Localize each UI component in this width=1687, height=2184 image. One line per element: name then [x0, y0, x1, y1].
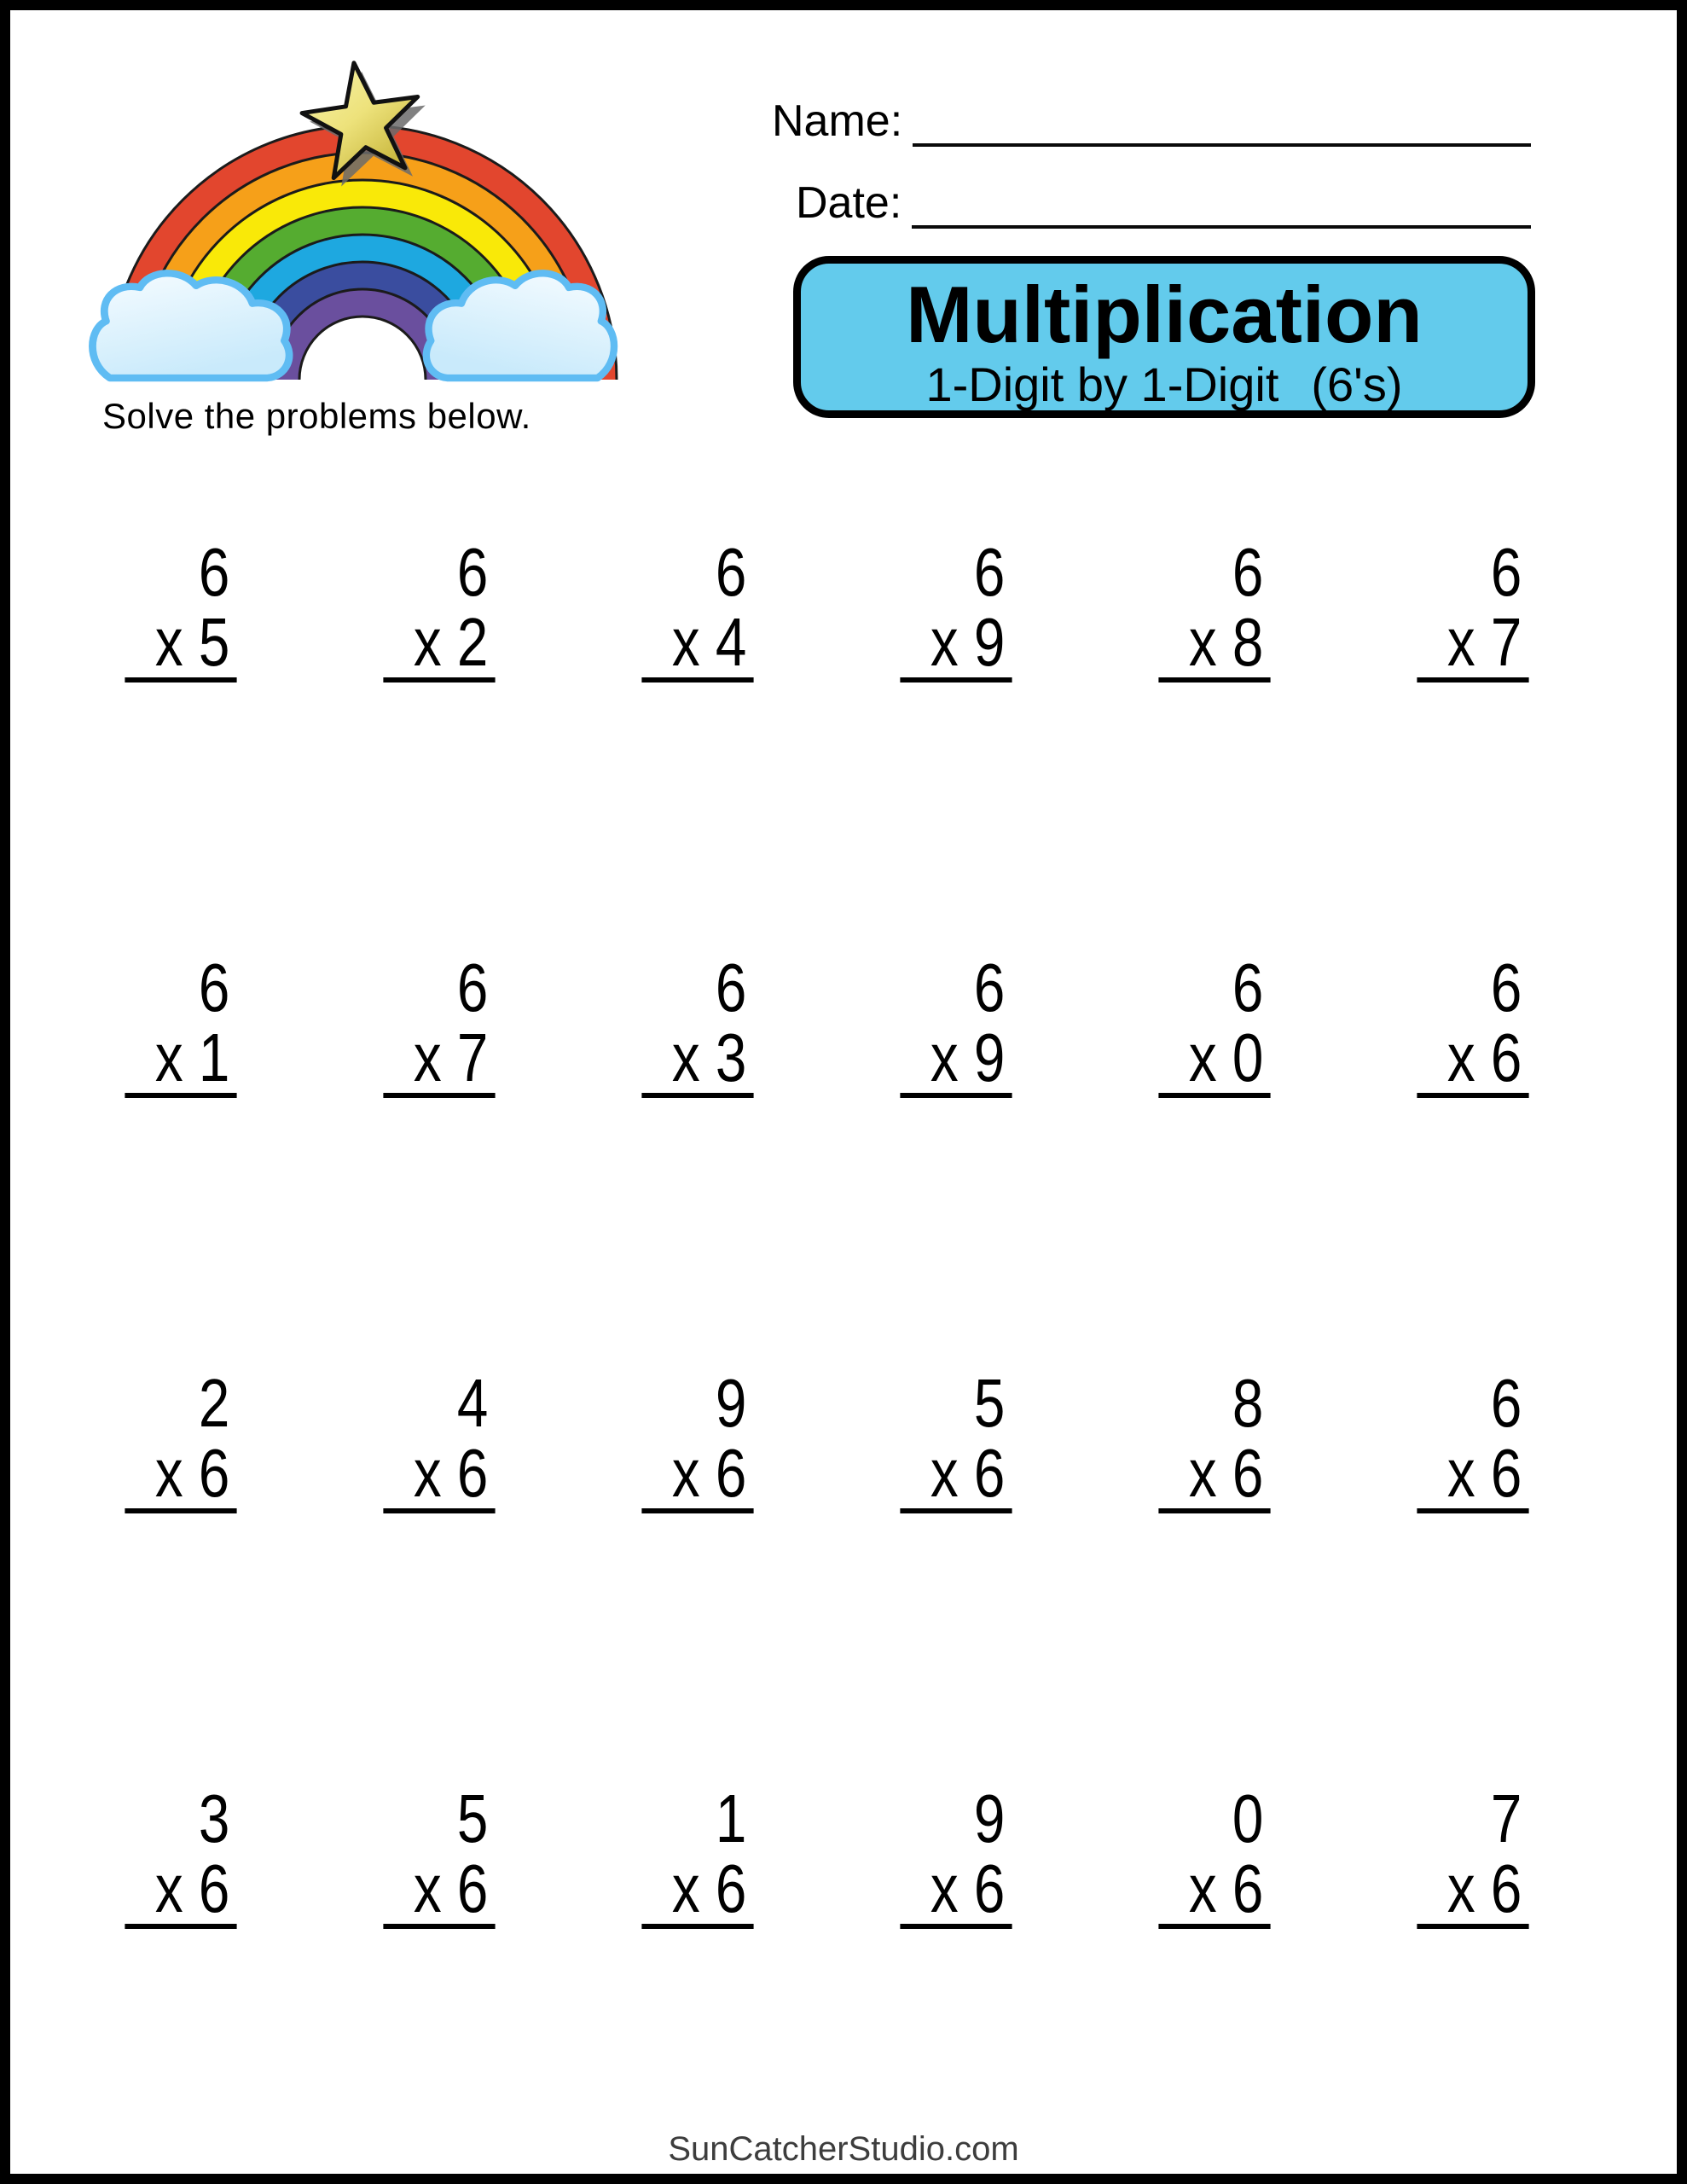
- name-label: Name:: [772, 96, 903, 146]
- multiplicand: 2: [198, 1365, 229, 1441]
- problem-cell: [900, 534, 1012, 682]
- footer-credit: SunCatcherStudio.com: [668, 2130, 1019, 2168]
- multiplicand: 0: [1232, 1780, 1263, 1856]
- multiplier-row: x 6: [154, 1435, 229, 1511]
- multiplier-row: x 4: [671, 604, 746, 680]
- problem-cell: [641, 534, 753, 682]
- multiplier-row: x 6: [1446, 1435, 1522, 1511]
- problem-cell: [125, 950, 236, 1098]
- worksheet-title: Multiplication: [906, 270, 1423, 359]
- multiplicand: 6: [198, 534, 229, 610]
- problem-cell: [900, 950, 1012, 1098]
- problems-grid: [51, 534, 1602, 2184]
- multiplicand: 6: [715, 950, 746, 1025]
- multiplier-row: x 6: [1446, 1850, 1522, 1926]
- multiplier-row: x 9: [930, 1019, 1005, 1095]
- multiplier-row: x 3: [671, 1019, 746, 1095]
- multiplier-row: x 6: [1188, 1850, 1263, 1926]
- multiplier-row: x 2: [413, 604, 488, 680]
- multiplicand: 9: [973, 1780, 1005, 1856]
- multiplier-row: x 6: [930, 1435, 1005, 1511]
- problem-cell: [900, 1365, 1012, 1513]
- problem-cell: [1417, 1365, 1528, 1513]
- multiplier-row: x 0: [1188, 1019, 1263, 1095]
- worksheet-subtitle: [801, 359, 1528, 410]
- multiplier-row: x 8: [1188, 604, 1263, 680]
- multiplicand: 9: [715, 1365, 746, 1441]
- multiplicand: 6: [456, 534, 488, 610]
- multiplier-row: x 6: [930, 1850, 1005, 1926]
- multiplicand: 6: [715, 534, 746, 610]
- multiplicand: 6: [973, 950, 1005, 1025]
- multiplicand: 3: [198, 1780, 229, 1856]
- rainbow-band-purple: [286, 303, 439, 380]
- multiplicand: 4: [456, 1365, 488, 1441]
- problem-cell: [125, 534, 236, 682]
- multiplicand: 6: [1490, 1365, 1522, 1441]
- multiplicand: 6: [973, 534, 1005, 610]
- multiplier-row: x 7: [413, 1019, 488, 1095]
- subtitle-text: 1-Digit by 1-Digit: [925, 357, 1279, 411]
- multiplicand: 6: [198, 950, 229, 1025]
- subtitle-note: (6's): [1311, 357, 1403, 411]
- multiplicand: 5: [456, 1780, 488, 1856]
- problem-cell: [641, 1365, 753, 1513]
- multiplicand: 6: [1232, 950, 1263, 1025]
- multiplicand: 6: [1490, 950, 1522, 1025]
- multiplicand: 1: [715, 1780, 746, 1856]
- problem-cell: [383, 1780, 495, 1929]
- multiplicand: 7: [1490, 1780, 1522, 1856]
- date-write-line: [912, 177, 1531, 229]
- problem-cell: [125, 1365, 236, 1513]
- multiplicand: 6: [1232, 534, 1263, 610]
- worksheet-page: [10, 10, 1677, 2174]
- problem-cell: [383, 1365, 495, 1513]
- problem-cell: [1158, 1365, 1270, 1513]
- date-field-row: [772, 177, 1531, 229]
- multiplier-row: x 7: [1446, 604, 1522, 680]
- problem-cell: [1417, 534, 1528, 682]
- multiplier-row: x 1: [154, 1019, 229, 1095]
- problem-cell: [1158, 534, 1270, 682]
- problem-cell: [641, 950, 753, 1098]
- multiplier-row: x 6: [154, 1850, 229, 1926]
- problem-cell: [1417, 950, 1528, 1098]
- multiplicand: 5: [973, 1365, 1005, 1441]
- name-write-line: [913, 96, 1531, 147]
- problem-cell: [1158, 950, 1270, 1098]
- problem-cell: [900, 1780, 1012, 1929]
- multiplier-row: x 5: [154, 604, 229, 680]
- multiplier-row: x 9: [930, 604, 1005, 680]
- problem-cell: [1158, 1780, 1270, 1929]
- multiplier-row: x 6: [1446, 1019, 1522, 1095]
- problem-cell: [1417, 1780, 1528, 1929]
- rainbow-illustration: [77, 51, 635, 397]
- instruction-text: Solve the problems below.: [102, 396, 531, 436]
- name-field-row: [772, 96, 1531, 147]
- problem-cell: [383, 950, 495, 1098]
- problem-cell: [125, 1780, 236, 1929]
- date-label: Date:: [796, 178, 902, 228]
- multiplicand: 8: [1232, 1365, 1263, 1441]
- problem-cell: [383, 534, 495, 682]
- multiplicand: 6: [456, 950, 488, 1025]
- multiplier-row: x 6: [1188, 1435, 1263, 1511]
- multiplicand: 6: [1490, 534, 1522, 610]
- multiplier-row: x 6: [413, 1850, 488, 1926]
- multiplier-row: x 6: [671, 1435, 746, 1511]
- problem-cell: [641, 1780, 753, 1929]
- multiplier-row: x 6: [671, 1850, 746, 1926]
- multiplier-row: x 6: [413, 1435, 488, 1511]
- title-box: [793, 256, 1535, 418]
